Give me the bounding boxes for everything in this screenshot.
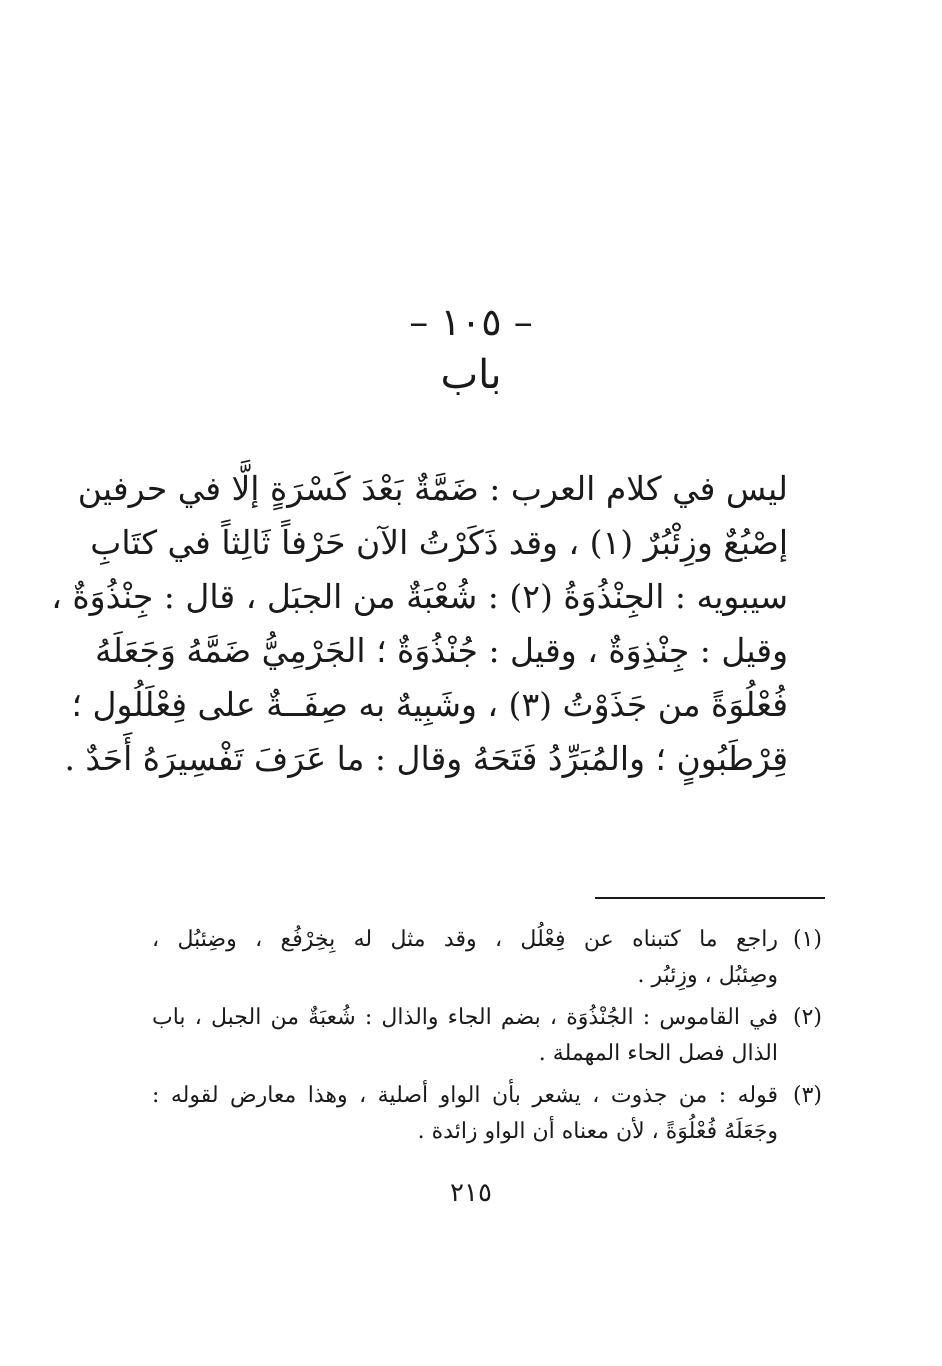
main-text-line: فُعْلُوَةً من جَذَوْتُ (٣) ، وشَبِيهٌ به صِفَــةٌ على فِعْلَلُول ؛ <box>71 685 788 724</box>
main-text-line: سيبويه : الجِنْذُوَةُ (٢) : شُعْبَةٌ من الجبَل ، قال : جِنْذُوَةٌ ، <box>51 577 788 616</box>
footnote-body <box>152 1078 778 1150</box>
footnote-line: في القاموس : الجُنْذُوَة ، بضم الجاء والذال : شُعبَةٌ من الجبل ، باب <box>152 1005 778 1030</box>
footnote-line: راجع ما كتبناه عن فِعْلُل ، وقد مثل له بِخِرْفُع ، وضِئبُل ، <box>152 927 778 952</box>
footnote-number: (٣) <box>792 1083 822 1108</box>
main-text-line: إصْبُعٌ وزِئْبُرٌ (١) ، وقد ذَكَرْتُ الآن حَرْفاً ثَالِثاً في كتَابِ <box>90 523 788 562</box>
footnote-2 <box>152 1000 822 1072</box>
main-text-line: قِرْطَبُونٍ ؛ والمُبَرِّدُ فَتَحَهُ وقال : ما عَرَفَ تَفْسِيرَهُ أَحَدٌ . <box>64 739 788 778</box>
footnote-body <box>152 1000 778 1072</box>
page-number: ٢١٥ <box>450 1178 492 1208</box>
footnote-line: قوله : من جذوت ، يشعر بأن الواو أصلية ، وهذا معارض لقوله : <box>152 1083 778 1108</box>
footnote-line: وصِئبُل ، وزِئبُر . <box>637 963 778 988</box>
footnote-1 <box>152 922 822 994</box>
chapter-title: باب <box>440 352 502 398</box>
footnote-3 <box>152 1078 822 1150</box>
footnotes <box>152 922 822 1156</box>
main-text <box>51 462 788 786</box>
section-number: – ١٠٥ – <box>409 300 533 344</box>
footnote-line: وجَعَلَهُ فُعْلُوَةً ، لأن معناه أن الواو زائدة . <box>417 1119 778 1144</box>
main-text-line: ليس في كلام العرب : ضَمَّةٌ بَعْدَ كَسْرَةٍ إلَّا في حرفين <box>77 469 788 508</box>
footnote-separator <box>595 897 825 899</box>
main-text-line: وقيل : جِنْذِوَةٌ ، وقيل : جُنْذُوَةٌ ؛ الجَرْمِيُّ ضَمَّهُ وَجَعَلَهُ <box>95 631 788 670</box>
footnote-number: (٢) <box>792 1005 822 1030</box>
footnote-number: (١) <box>792 927 822 952</box>
footnote-body <box>152 922 778 994</box>
footnote-line: الذال فصل الحاء المهملة . <box>538 1041 778 1066</box>
